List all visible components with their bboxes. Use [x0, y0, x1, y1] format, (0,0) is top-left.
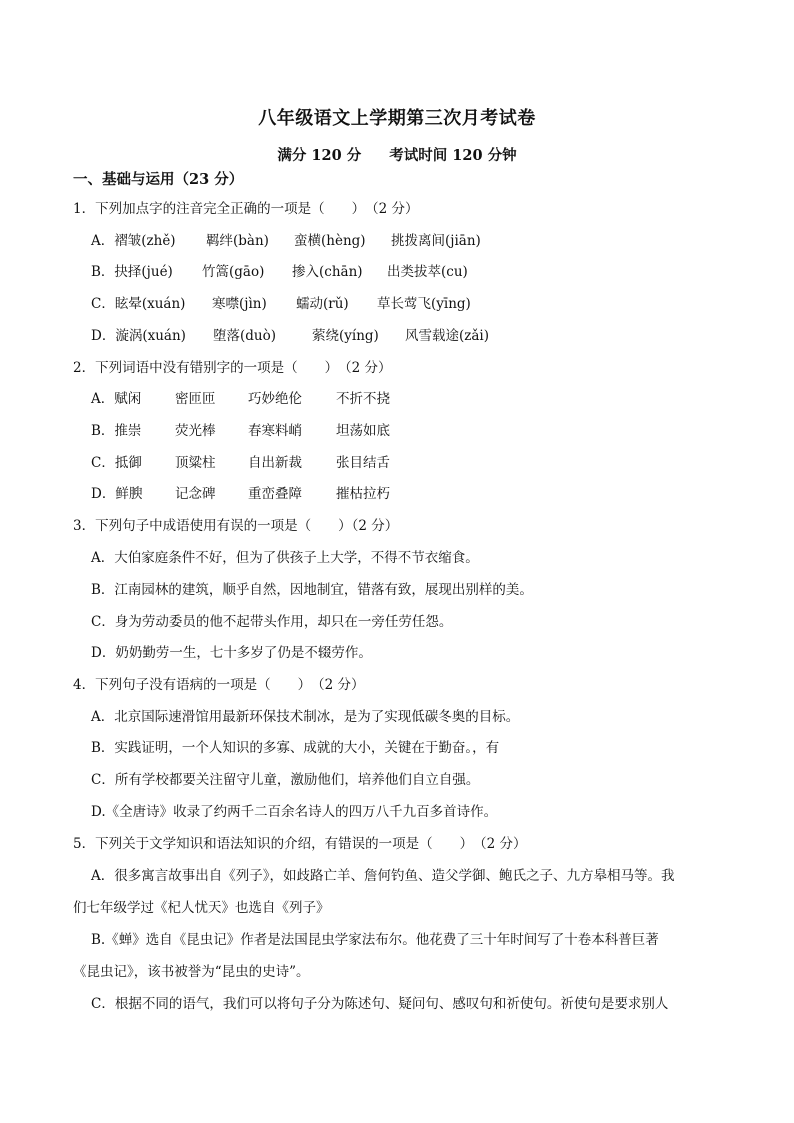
option-item: 巧妙绝伦 — [248, 391, 302, 407]
exam-title: 八年级语文上学期第三次月考试卷 — [258, 108, 536, 129]
option-item: 坦荡如底 — [336, 423, 390, 439]
option-item: D．鲜腴 — [91, 486, 143, 502]
question-3-option-c: C．身为劳动委员的他不起带头作用，却只在一旁任劳任怨。 — [91, 614, 453, 630]
option-item: A．褶皱(zhě) — [91, 233, 176, 249]
question-5-option-a-line1: A．很多寓言故事出自《列子》，如歧路亡羊、詹何钓鱼、造父学御、鲍氏之子、九方皋相马等。我 — [91, 868, 675, 884]
option-item: 蛮横(hèng) — [294, 233, 366, 249]
question-5-option-b-line2: 《昆虫记》，该书被誉为“昆虫的史诗”。 — [73, 964, 310, 980]
option-item: 记念碑 — [175, 486, 216, 502]
option-item: 萦绕(yíng) — [312, 328, 379, 344]
option-item: 密匝匝 — [175, 391, 216, 407]
option-item: 荧光棒 — [175, 423, 216, 439]
question-4-option-c: C．所有学校都要关注留守儿童，激励他们，培养他们自立自强。 — [91, 772, 480, 788]
option-item: 草长莺飞(yīng) — [377, 296, 471, 312]
question-3-stem: 3．下列句子中成语使用有误的一项是（ ）（2 分） — [73, 518, 399, 534]
option-item: D．漩涡(xuán) — [91, 328, 186, 344]
question-5-option-a-line2: 们七年级学过《杞人忧天》也选自《列子》 — [73, 900, 330, 916]
question-3-option-d: D．奶奶勤劳一生，七十多岁了仍是不辍劳作。 — [91, 645, 372, 661]
option-item: 出类拔萃(cu) — [387, 264, 468, 280]
section-heading: 一、基础与运用（23 分） — [73, 171, 244, 188]
option-item: 重峦叠障 — [248, 486, 302, 502]
option-item: 竹篙(gāo) — [202, 264, 265, 280]
question-4-option-b: B．实践证明，一个人知识的多寡、成就的大小，关键在于勤奋。，有 — [91, 740, 500, 756]
option-item: 蠕动(rǔ) — [296, 296, 349, 312]
option-item: 挑拨离间(jiān) — [391, 233, 481, 249]
question-5-stem: 5．下列关于文学知识和语法知识的介绍，有错误的一项是（ ） （2 分） — [73, 836, 527, 852]
question-2-stem: 2．下列词语中没有错别字的一项是（ ） （2 分） — [73, 360, 392, 376]
option-item: 寒噤(jìn) — [212, 296, 267, 312]
question-5-option-c-line1: C．根据不同的语气，我们可以将句子分为陈述句、疑问句、感叹句和祈使句。祈使句是要求别人 — [91, 996, 669, 1012]
exam-duration: 考试时间 120 分钟 — [389, 147, 517, 164]
option-item: C．抵御 — [91, 455, 142, 471]
option-item: B．抉择(jué) — [91, 264, 173, 280]
question-3-option-b: B．江南园林的建筑，顺乎自然，因地制宜，错落有致，展现出别样的美。 — [91, 582, 533, 598]
option-item: 堕落(duò) — [213, 328, 276, 344]
question-3-option-a: A．大伯家庭条件不好，但为了供孩子上大学，不得不节衣缩食。 — [91, 550, 479, 566]
question-4-option-a: A．北京国际速滑馆用最新环保技术制冰，是为了实现低碳冬奥的目标。 — [91, 709, 520, 725]
question-4-option-d: D.《全唐诗》收录了约两千二百余名诗人的四万八千九百多首诗作。 — [91, 804, 498, 820]
option-item: 自出新裁 — [248, 455, 302, 471]
option-item: 顶粱柱 — [175, 455, 216, 471]
option-item: 春寒料峭 — [248, 423, 302, 439]
option-item: 羁绊(bàn) — [206, 233, 269, 249]
question-5-option-b-line1: B.《蝉》选自《昆虫记》作者是法国昆虫学家法布尔。他花费了三十年时间写了十卷本科普巨著 — [91, 932, 659, 948]
option-item: 张目结舌 — [336, 455, 390, 471]
question-4-stem: 4．下列句子没有语病的一项是（ ） （2 分） — [73, 677, 365, 693]
option-item: 摧枯拉朽 — [336, 486, 390, 502]
option-item: 不折不挠 — [336, 391, 390, 407]
full-score: 满分 120 分 — [277, 147, 362, 164]
question-1-stem: 1．下列加点字的注音完全正确的一项是（ ） （2 分） — [73, 201, 419, 217]
option-item: A．赋闲 — [91, 391, 142, 407]
option-item: 掺入(chān) — [292, 264, 363, 280]
exam-subtitle — [0, 144, 794, 165]
option-item: B．推崇 — [91, 423, 142, 439]
option-item: 风雪载途(zǎi) — [405, 328, 490, 344]
option-item: C．眩晕(xuán) — [91, 296, 186, 312]
